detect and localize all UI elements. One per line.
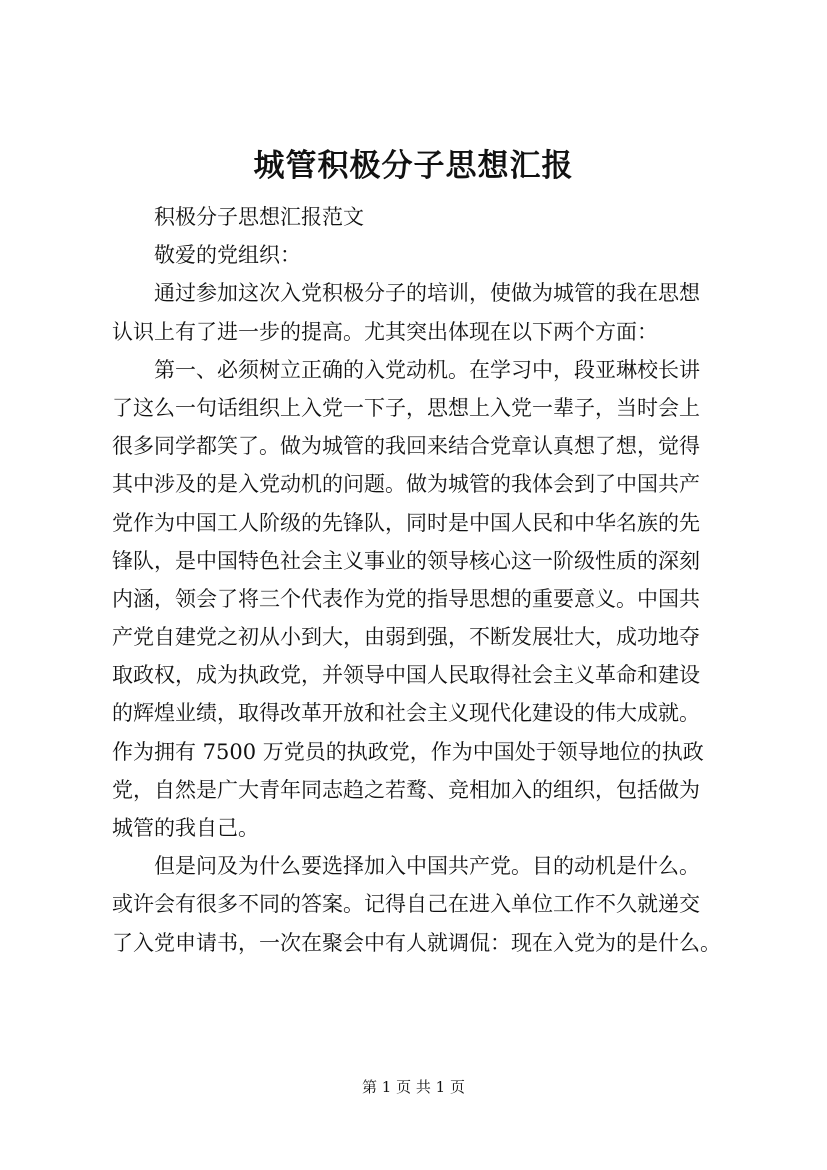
text-line: 产党自建党之初从小到大，由弱到强，不断发展壮大，成功地夺 [112, 625, 700, 650]
text-line: 积极分子思想汇报范文 [154, 205, 364, 229]
text-line: 第一、必须树立正确的入党动机。在学习中，段亚琳校长讲 [154, 357, 700, 382]
text-line: 作为拥有 7500 万党员的执政党，作为中国处于领导地位的执政 [112, 739, 704, 764]
text-line: 党作为中国工人阶级的先锋队，同时是中国人民和中华名族的先 [112, 510, 700, 535]
text-line: 通过参加这次入党积极分子的培训，使做为城管的我在思想 [154, 281, 700, 306]
text-line: 城管的我自己。 [112, 816, 259, 840]
text-line: 党，自然是广大青年同志趋之若鹜、竞相加入的组织，包括做为 [112, 777, 700, 802]
page-footer: 第 1 页 共 1 页 [362, 1078, 465, 1096]
document-body [112, 198, 724, 962]
text-line: 其中涉及的是入党动机的问题。做为城管的我体会到了中国共产 [112, 472, 700, 497]
text-line: 很多同学都笑了。做为城管的我回来结合党章认真想了想，觉得 [112, 434, 700, 459]
text-line: 敬爱的党组织： [154, 243, 301, 268]
text-line: 内涵，领会了将三个代表作为党的指导思想的重要意义。中国共 [112, 586, 700, 611]
text-line: 认识上有了进一步的提高。尤其突出体现在以下两个方面： [112, 319, 658, 344]
text-line: 但是问及为什么要选择加入中国共产党。目的动机是什么。 [154, 854, 700, 879]
text-line: 了入党申请书，一次在聚会中有人就调侃：现在入党为的是什么。 [112, 930, 721, 955]
text-line: 取政权，成为执政党，并领导中国人民取得社会主义革命和建设 [112, 663, 700, 688]
text-line: 锋队，是中国特色社会主义事业的领导核心这一阶级性质的深刻 [112, 548, 700, 573]
text-line: 了这么一句话组织上入党一下子，思想上入党一辈子，当时会上 [112, 395, 700, 420]
text-line: 的辉煌业绩，取得改革开放和社会主义现代化建设的伟大成就。 [112, 701, 700, 726]
text-line: 或许会有很多不同的答案。记得自己在进入单位工作不久就递交 [112, 892, 700, 917]
document-title: 城管积极分子思想汇报 [253, 148, 574, 184]
